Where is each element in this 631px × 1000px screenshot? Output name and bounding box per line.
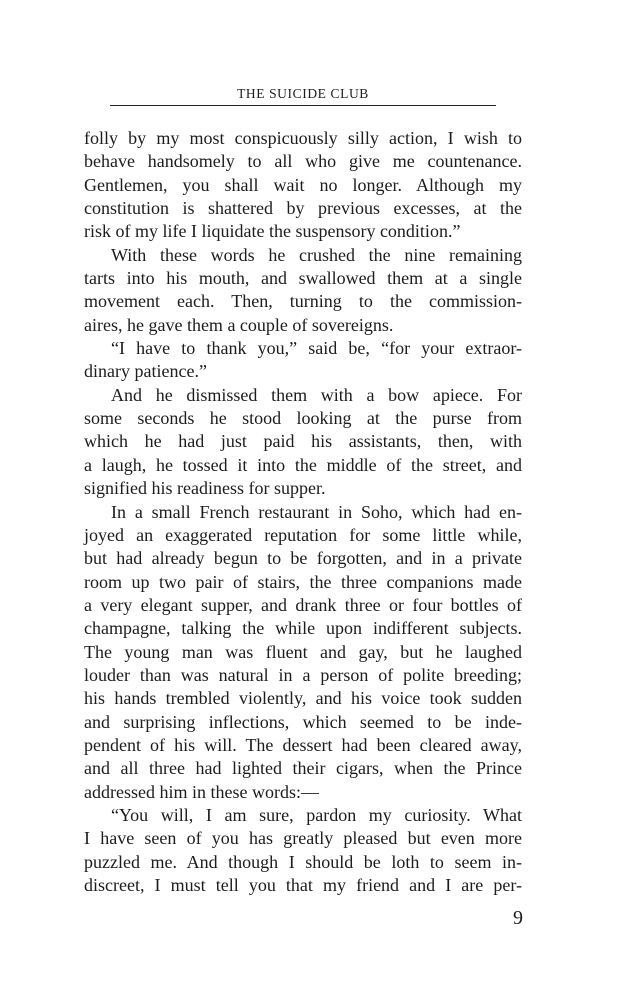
text-line: a laugh, he tossed it into the middle of the street, and [84, 454, 522, 475]
text-line: In a small French restaurant in Soho, which had en- [111, 501, 522, 522]
text-line: addressed him in these words:— [84, 781, 319, 802]
text-line: behave handsomely to all who give me countenance. [84, 151, 522, 172]
text-line: a very elegant supper, and drank three or four bottles of [84, 594, 522, 615]
text-line: joyed an exaggerated reputation for some little while, [84, 524, 522, 545]
text-line: constitution is shattered by previous excesses, at the [84, 198, 522, 219]
body-text [84, 127, 522, 897]
text-line: Gentlemen, you shall wait no longer. Although my [84, 174, 522, 195]
text-line: And he dismissed them with a bow apiece. For [111, 384, 522, 405]
text-line: folly by my most conspicuously silly action, I wish to [84, 128, 522, 148]
text-line: movement each. Then, turning to the commission- [84, 291, 522, 312]
text-line: louder than was natural in a person of polite breeding; [84, 664, 522, 685]
text-line: risk of my life I liquidate the suspensory condition.” [84, 221, 461, 242]
text-line: some seconds he stood looking at the purse from [84, 408, 522, 429]
text-line: dinary patience.” [84, 361, 207, 382]
text-line: his hands trembled violently, and his voice took sudden [84, 688, 522, 709]
text-line: room up two pair of stairs, the three companions made [84, 571, 522, 592]
page-number: 9 [513, 907, 523, 929]
text-line: champagne, talking the while upon indifferent subjects. [84, 618, 522, 639]
text-line: and all three had lighted their cigars, when the Prince [84, 758, 522, 779]
text-line: discreet, I must tell you that my friend and I are per- [84, 875, 522, 895]
text-line: “I have to thank you,” said be, “for your extraor- [111, 338, 522, 359]
header-rule [110, 105, 496, 106]
text-line: With these words he crushed the nine remaining [111, 244, 522, 265]
text-line: which he had just paid his assistants, then, with [84, 431, 522, 452]
text-line: and surprising inflections, which seemed to be inde- [84, 711, 522, 732]
text-line: pendent of his will. The dessert had been cleared away, [84, 734, 522, 755]
text-line: tarts into his mouth, and swallowed them at a single [84, 268, 522, 289]
text-line: aires, he gave them a couple of sovereigns. [84, 314, 394, 335]
text-line: puzzled me. And though I should be loth to seem in- [84, 851, 522, 872]
running-head: THE SUICIDE CLUB [237, 86, 369, 101]
text-line: signified his readiness for supper. [84, 478, 326, 499]
text-line: I have seen of you has greatly pleased but even more [84, 828, 522, 849]
text-line: The young man was fluent and gay, but he laughed [84, 641, 522, 662]
text-line: but had already begun to be forgotten, and in a private [84, 548, 522, 569]
text-line: “You will, I am sure, pardon my curiosity. What [111, 804, 522, 825]
